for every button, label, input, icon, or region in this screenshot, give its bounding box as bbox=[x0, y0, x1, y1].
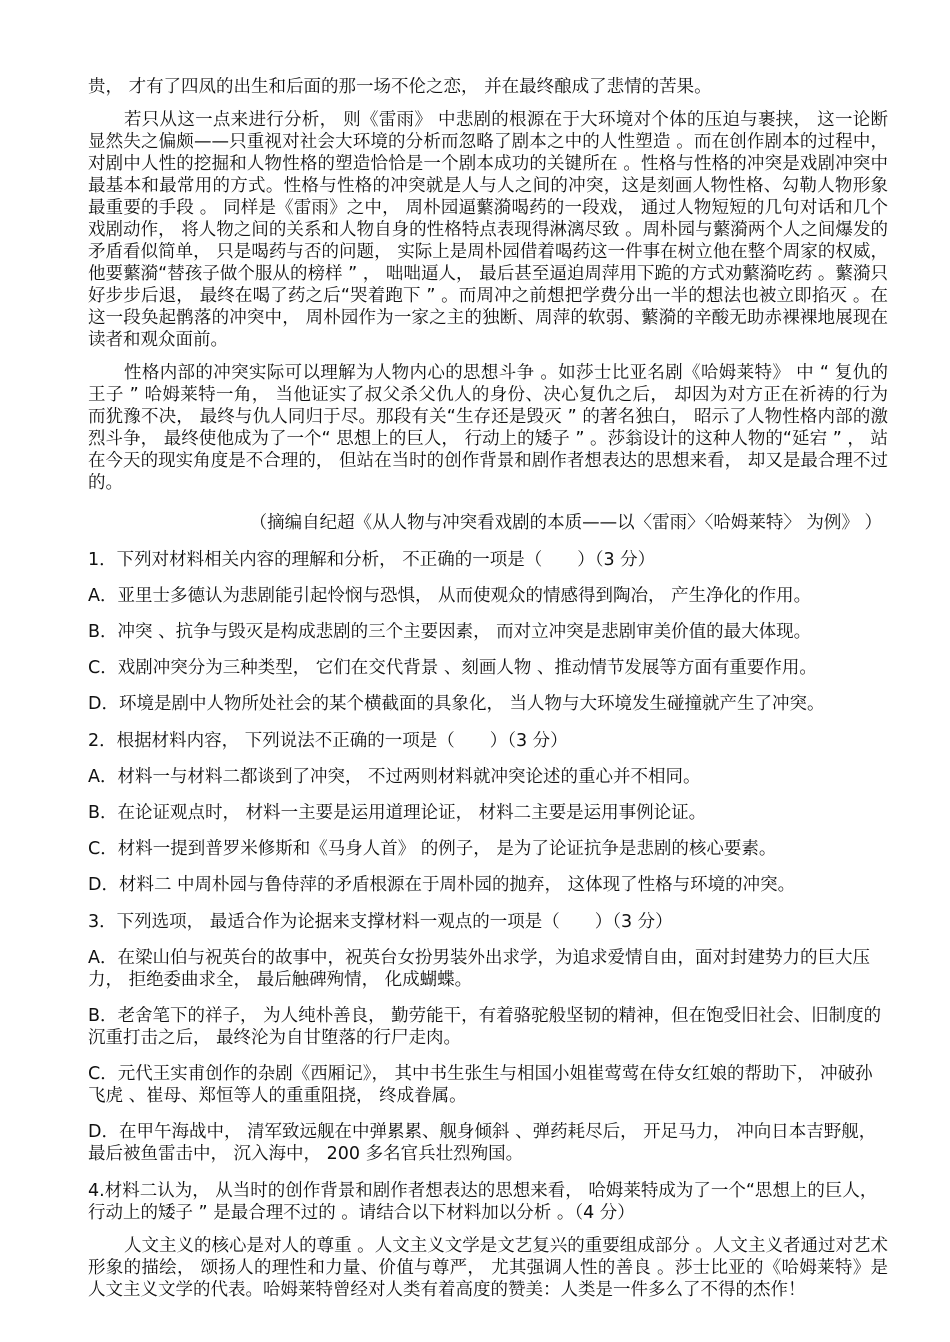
paragraph-hamlet-analysis: 性格内部的冲突实际可以理解为人物内心的思想斗争 。如莎士比亚名剧《哈姆莱特》 中 “ 复仇的王子 ” 哈姆莱特一角， 当他证实了叔父杀父仇人的身份、决心复仇之后， 却因为对方正在祈祷的行为而犹豫不决， 最终与仇人同归于尽。那段有关“生存还是毁灭 ” 的著名独白， 昭示了人物性格内部的激烈斗争， 最终使他成为了一个“ 思想上的巨人， 行动上的矮子 ” 。莎翁设计的这种人物的“延宕 ” ， 站在今天的现实角度是不合理的， 但站在当时的创作背景和剧作者想表达的思想来看， 却又是最合理不过的。 bbox=[88, 363, 888, 493]
question-2-option-b: B．在论证观点时， 材料一主要是运用道理论证， 材料二主要是运用事例论证。 bbox=[88, 803, 707, 823]
question-3-option-d: D．在甲午海战中， 清军致远舰在中弹累累、舰身倾斜 、弹药耗尽后， 开足马力， 冲向日本吉野舰， 最后被鱼雷击中， 沉入海中， 200 多名官兵壮烈殉国。 bbox=[88, 1122, 877, 1164]
question-4: 4.材料二认为， 从当时的创作背景和剧作者想表达的思想来看， 哈姆莱特成为了一个“思想上的巨人， 行动上的矮子 ” 是最合理不过的 。请结合以下材料加以分析 。（4 分） bbox=[88, 1181, 878, 1223]
question-1-option-a: A．亚里士多德认为悲剧能引起怜悯与恐惧， 从而使观众的情感得到陶冶， 产生净化的作用。 bbox=[88, 586, 812, 606]
question-1-option-d: D．环境是剧中人物所处社会的某个横截面的具象化， 当人物与大环境发生碰撞就产生了冲突。 bbox=[88, 694, 825, 714]
question-2-option-d: D．材料二 中周朴园与鲁侍萍的矛盾根源在于周朴园的抛弃， 这体现了性格与环境的冲突。 bbox=[88, 875, 796, 895]
paragraph-leiyu-analysis: 若只从这一点来进行分析， 则《雷雨》 中悲剧的根源在于大环境对个体的压迫与裹挟， 这一论断显然失之偏颇——只重视对社会大环境的分析而忽略了剧本之中的人性塑造 。而在创作剧本的过程中， 对剧中人性的挖掘和人物性格的塑造恰恰是一个剧本成功的关键所在 。性格与性格的冲突是戏剧冲突中最基本和最常用的方式。性格与性格的冲突就是人与人之间的冲突，这是刻画人物性格、勾勒人物形象最重要的手段 。 同样是《雷雨》之中， 周朴园逼蘩漪喝药的一段戏， 通过人物短短的几句对话和几个戏剧动作， 将人物之间的关系和人物自身的性格特点表现得淋漓尽致 。周朴园与蘩漪两个人之间爆发的矛盾看似简单， 只是喝药与否的问题， 实际上是周朴园借着喝药这一件事在树立他在整个周家的权威， 他要蘩漪“替孩子做个服从的榜样 ” ， 咄咄逼人， 最后甚至逼迫周萍用下跪的方式劝蘩漪吃药 。蘩漪只好步步后退， 最终在喝了药之后“哭着跑下 ” 。而周冲之前想把学费分出一半的想法也被立即掐灭 。在这一段奂起鹘落的冲突中， 周朴园作为一家之主的独断、周萍的软弱、蘩漪的辛酸无助赤裸裸地展现在读者和观众面前。 bbox=[88, 110, 888, 350]
question-2-option-a: A．材料一与材料二都谈到了冲突， 不过两则材料就冲突论述的重心并不相同。 bbox=[88, 767, 701, 787]
source-citation: （摘编自纪超《从人物与冲突看戏剧的本质——以〈雷雨〉〈哈姆莱特〉 为例》 ） bbox=[249, 513, 882, 533]
question-3-option-a: A．在梁山伯与祝英台的故事中，祝英台女扮男装外出求学，为追求爱情自由，面对封建势力的巨大压力， 拒绝委曲求全， 最后触碑殉情， 化成蝴蝶。 bbox=[88, 948, 870, 990]
paragraph-continuation: 贵， 才有了四凤的出生和后面的那一场不伦之恋， 并在最终酿成了悲情的苦果。 bbox=[88, 77, 712, 97]
document-page bbox=[88, 76, 888, 1301]
question-1-option-b: B．冲突 、抗争与毁灭是构成悲剧的三个主要因素， 而对立冲突是悲剧审美价值的最大体现。 bbox=[88, 622, 812, 642]
question-3-option-c: C．元代王实甫创作的杂剧《西厢记》， 其中书生张生与相国小姐崔莺莺在侍女红娘的帮助下， 冲破孙飞虎 、崔母、郑恒等人的重重阻挠， 终成眷属。 bbox=[88, 1064, 873, 1106]
question-2: 2．根据材料内容， 下列说法不正确的一项是（ ）（3 分） bbox=[88, 731, 568, 751]
question-2-option-c: C．材料一提到普罗米修斯和《马身人首》 的例子， 是为了论证抗争是悲剧的核心要素。 bbox=[88, 839, 777, 859]
question-3-option-b: B．老舍笔下的祥子， 为人纯朴善良， 勤劳能干，有着骆驼般坚韧的精神，但在饱受旧社会、旧制度的沉重打击之后， 最终沦为自甘堕落的行尸走肉。 bbox=[88, 1006, 882, 1048]
question-1-option-c: C．戏剧冲突分为三种类型， 它们在交代背景 、刻画人物 、推动情节发展等方面有重要作用。 bbox=[88, 658, 817, 678]
question-4-material: 人文主义的核心是对人的尊重 。人文主义文学是文艺复兴的重要组成部分 。人文主义者通过对艺术形象的描绘， 颂扬人的理性和力量、价值与尊严， 尤其强调人性的善良 。莎士比亚的《哈姆莱特》是人文主义文学的代表。哈姆莱特曾经对人类有着高度的赞美：人类是一件多么了不得的杰作！ bbox=[88, 1236, 888, 1300]
question-1: 1．下列对材料相关内容的理解和分析， 不正确的一项是（ ）（3 分） bbox=[88, 550, 656, 570]
question-3: 3．下列选项， 最适合作为论据来支撑材料一观点的一项是（ ）（3 分） bbox=[88, 912, 673, 932]
